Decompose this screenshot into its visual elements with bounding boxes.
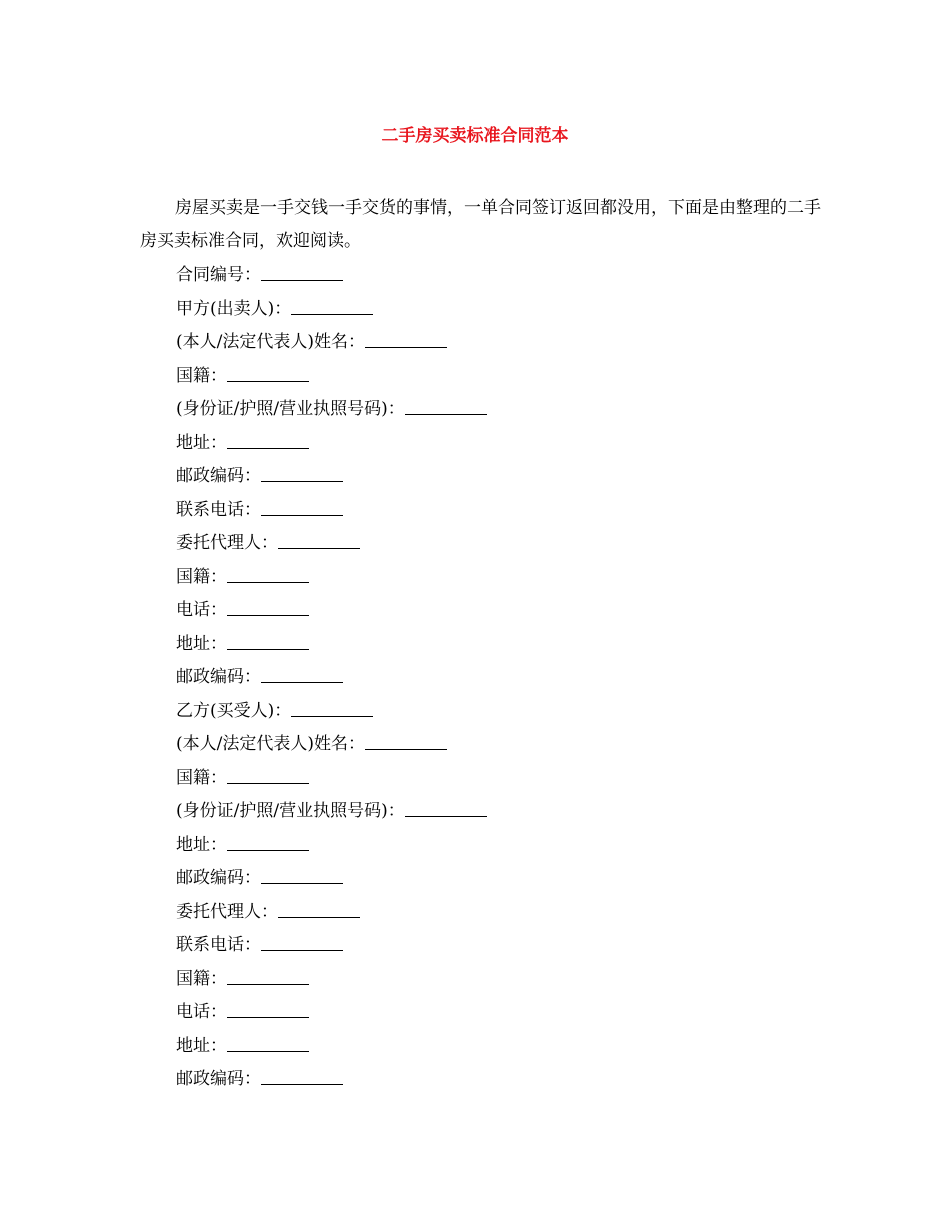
field-label: 国籍： (176, 365, 227, 386)
field-label: 邮政编码： (176, 466, 261, 486)
contract-field-line (176, 460, 487, 494)
fill-in-blank[interactable] (261, 262, 343, 281)
contract-field-line (176, 393, 487, 427)
field-label: 邮政编码： (176, 1069, 261, 1089)
contract-field-line (176, 762, 487, 796)
contract-field-line (176, 427, 487, 461)
fill-in-blank[interactable] (291, 296, 373, 315)
contract-field-line (176, 829, 487, 863)
contract-field-line (176, 527, 487, 561)
fill-in-blank[interactable] (227, 1033, 309, 1052)
contract-field-line (176, 695, 487, 729)
fill-in-blank[interactable] (278, 899, 360, 918)
field-label: (身份证/护照/营业执照号码)： (176, 399, 405, 419)
field-label: 甲方(出卖人)： (176, 298, 292, 319)
fill-in-blank[interactable] (261, 1066, 343, 1085)
fill-in-blank[interactable] (365, 731, 447, 750)
field-label: 电话： (176, 1002, 227, 1022)
contract-field-line (176, 661, 487, 695)
fill-in-blank[interactable] (405, 396, 487, 415)
fill-in-blank[interactable] (278, 530, 360, 549)
field-label: 委托代理人： (176, 533, 278, 553)
contract-field-line (176, 728, 487, 762)
fill-in-blank[interactable] (365, 329, 447, 348)
fill-in-blank[interactable] (291, 698, 373, 717)
contract-field-line (176, 628, 487, 662)
fill-in-blank[interactable] (227, 832, 309, 851)
fill-in-blank[interactable] (227, 564, 309, 583)
contract-field-list (176, 259, 487, 1097)
contract-field-line (176, 996, 487, 1030)
contract-field-line (176, 795, 487, 829)
fill-in-blank[interactable] (227, 966, 309, 985)
fill-in-blank[interactable] (227, 765, 309, 784)
field-label: 邮政编码： (176, 667, 261, 687)
fill-in-blank[interactable] (227, 597, 309, 616)
document-title: 二手房买卖标准合同范本 (381, 126, 569, 146)
field-label: 国籍： (176, 767, 227, 788)
field-label: 联系电话： (176, 935, 261, 955)
contract-field-line (176, 326, 487, 360)
contract-field-line (176, 862, 487, 896)
field-label: (本人/法定代表人)姓名： (176, 734, 365, 754)
field-label: 委托代理人： (176, 901, 278, 922)
field-label: 乙方(买受人)： (176, 700, 292, 721)
field-label: 地址： (176, 1035, 227, 1056)
intro-paragraph: 房屋买卖是一手交钱一手交货的事情，一单合同签订返回都没用，下面是由整理的二手房买卖标准合同，欢迎阅读。 (140, 198, 821, 251)
contract-field-line (176, 594, 487, 628)
field-label: (身份证/护照/营业执照号码)： (176, 801, 405, 821)
fill-in-blank[interactable] (261, 664, 343, 683)
field-label: 联系电话： (176, 499, 261, 520)
field-label: 地址： (176, 834, 227, 855)
field-label: 合同编号： (176, 265, 261, 285)
fill-in-blank[interactable] (227, 430, 309, 449)
contract-field-line (176, 293, 487, 327)
field-label: 邮政编码： (176, 868, 261, 888)
fill-in-blank[interactable] (261, 497, 343, 516)
fill-in-blank[interactable] (227, 363, 309, 382)
field-label: 电话： (176, 600, 227, 620)
field-label: (本人/法定代表人)姓名： (176, 332, 365, 352)
fill-in-blank[interactable] (261, 865, 343, 884)
fill-in-blank[interactable] (405, 798, 487, 817)
fill-in-blank[interactable] (261, 932, 343, 951)
field-label: 地址： (176, 633, 227, 654)
contract-field-line (176, 896, 487, 930)
fill-in-blank[interactable] (227, 999, 309, 1018)
contract-field-line (176, 259, 487, 293)
fill-in-blank[interactable] (261, 463, 343, 482)
fill-in-blank[interactable] (227, 631, 309, 650)
contract-field-line (176, 1030, 487, 1064)
field-label: 国籍： (176, 566, 227, 587)
contract-field-line (176, 963, 487, 997)
contract-field-line (176, 561, 487, 595)
contract-field-line (176, 494, 487, 528)
contract-field-line (176, 360, 487, 394)
contract-field-line (176, 929, 487, 963)
field-label: 地址： (176, 432, 227, 453)
field-label: 国籍： (176, 968, 227, 989)
contract-field-line (176, 1063, 487, 1097)
